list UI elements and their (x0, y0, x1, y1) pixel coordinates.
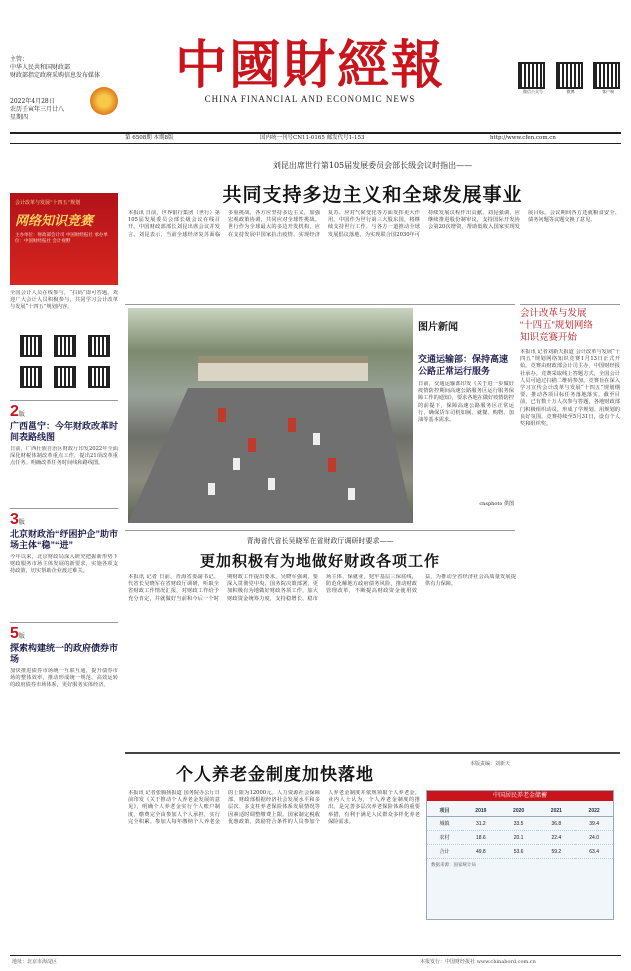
quiz-news-box[interactable] (520, 304, 620, 717)
qr-label: 微博 (566, 89, 575, 94)
sponsor-line: 财政部指定政府采购信息发布媒体 (10, 72, 101, 79)
qr-code-icon[interactable] (556, 62, 583, 89)
sponsor-line: 主管： (10, 56, 29, 63)
table-row (427, 845, 613, 859)
chart-title: 中国居民养老金储蓄 (427, 791, 613, 801)
photo-news-label: 图片新闻 (418, 322, 458, 333)
lead-kicker: 刘昆出席世行第105届发展委员会部长级会议时指出—— (272, 161, 473, 170)
divider (10, 955, 621, 956)
promo-text: 全国会计人员在线参与，“扫码”即可答题。欢迎广大会计人员积极参与，共同学习会计改革与发展“十四五”规划内容。 (10, 290, 118, 310)
quiz-title-line: 知识竞赛开始 (520, 332, 578, 343)
photo-news-block[interactable] (418, 318, 514, 507)
footer-right[interactable]: 本报发行：中国财经报社 www.chinabord.com.cn (420, 959, 536, 965)
second-body: 本报讯 记者 日前，青海省委副书记、代省长吴晓军在省财政厅调研，听取全省财政工作情况汇报，对财政工作给予充分肯定，并就做好当前和今后一个时期财政工作提出要求。吴晓军强调，要深入贯彻党中央、国务院决策部署，更加积极有为地做好财政各项工作，加大财政资金统筹力度，支持稳增长、稳市场主体、保就业，兜牢基层三保底线，防范化解地方政府债务风险，推动财政管理改革，不断提高财政资金使用效益，为推动全省经济社会高质量发展提供有力保障。 (128, 574, 516, 602)
table-cell: 合计 (427, 845, 462, 859)
section-title: 探索构建统一的政府债券市场 (10, 643, 119, 664)
section-page-unit: 版 (18, 519, 25, 526)
divider (125, 530, 515, 531)
section-page-unit: 版 (18, 633, 25, 640)
issue-info-bar (10, 132, 621, 144)
qr-code-icon[interactable] (88, 335, 110, 357)
publication-code: 国内统一刊号CN11-0165 邮发代号1-153 (260, 135, 365, 141)
section-body: 加快推进债券市场统一互联互通，提升债券市场的整体效率，推动形成统一规范、高效运转的政府债券市场体系，更好服务实体经济。 (10, 668, 118, 688)
table-cell: 31.2 (462, 817, 500, 831)
table-header-cell: 2019 (462, 805, 500, 817)
qr-code-icon[interactable] (593, 62, 620, 89)
section-teaser[interactable] (10, 622, 118, 728)
second-kicker: 青海省代省长吴晓军在省财政厅调研时要求—— (246, 537, 394, 545)
chart-table (427, 805, 613, 859)
banner-head: 会计改革与发展“十四五”规划 (15, 200, 81, 206)
section-page-unit: 版 (18, 411, 25, 418)
quiz-news-body: 本报讯 记者刘新天报道 会计改革与发展“十四五”规划网络知识竞赛1月13日正式开始。竞赛由财政部会计司主办，中国财经报社承办。竞赛采取线上答题方式，全国会计人员可通过扫描二维码参加。竞赛旨在深入学习宣传会计改革与发展“十四五”规划纲要，推动各项目标任务落地落实。截至目前，已有数十万人次参与答题，各地财政部门积极组织动员，形成了学规划、用规划的良好氛围。竞赛持续至5月31日，设有个人奖和组织奖。 (520, 349, 620, 428)
table-cell: 城镇 (427, 817, 462, 831)
qr-code-icon[interactable] (20, 366, 42, 388)
divider (10, 622, 118, 623)
table-cell: 53.6 (500, 845, 538, 859)
table-row (427, 817, 613, 831)
website-link[interactable]: http://www.cfen.com.cn (490, 135, 556, 141)
section-page-number: 5 (10, 625, 19, 642)
table-header-cell: 2022 (575, 805, 613, 817)
photo-news-title: 交通运输部：保持高速公路正常运行服务 (418, 354, 509, 376)
photo-news-body: 日前，交通运输部印发《关于进一步做好疫情防控期间高速公路服务区运行服务保障工作的通知》，要求各地在做好疫情防控的前提下，保障高速公路服务区正常运行，确保货车司机如厕、就餐、购物、加油等基本需求。 (418, 381, 514, 424)
quiz-title-line: 会计改革与发展 (520, 308, 587, 319)
qr-label: 客户端 (602, 89, 614, 94)
date-line: 2022年4月28日 (10, 98, 55, 105)
table-header-cell: 2020 (500, 805, 538, 817)
date-line: 星期四 (10, 114, 29, 121)
third-headline[interactable]: 个人养老金制度加快落地 (176, 765, 374, 785)
qr-code-icon[interactable] (54, 366, 76, 388)
section-page-number: 2 (10, 403, 19, 420)
table-cell: 39.4 (575, 817, 613, 831)
quiz-title-line: “十四五”规划网络 (520, 320, 593, 331)
section-title: 广西邕宁：今年财政改革时间表路线图 (10, 421, 119, 442)
promo-qr-row (20, 335, 110, 357)
divider (125, 304, 515, 305)
section-body: 日前，广西壮族自治区财政厅印发2022年全面深化财税体制改革重点工作，提出21项改革重点任务。明确改革任务时间线和路线图。 (10, 446, 118, 466)
date-line: 农历壬寅年三月廿八 (10, 106, 65, 113)
qr-code-icon[interactable] (54, 335, 76, 357)
lead-body: 本报讯 日前，世界银行集团（世行）第105届发展委员会部长级会议在线召开。中国财政部部长刘昆出席会议并发言。刘昆表示，当前全球经济复苏面临多重挑战，各方应坚持多边主义，加强宏观政策协调，共同应对全球性挑战。世行作为全球最大的多边开发机构，应在支持发展中国家抗击疫情、实现经济复苏、应对气候变化等方面发挥更大作用。中国作为世行第三大股东国，将继续支持世行工作，与各方一道推动全球发展倡议落地，为实现联合国2030年可持续发展议程作出贡献。刘昆强调，应继续推进股份制审议，支持国际开发协会第20次增资，帮助低收入国家实现发展目标。会议期间各方还就粮食安全、债务问题等议题交换了意见。 (128, 210, 620, 238)
section-teaser[interactable] (10, 508, 118, 614)
table-cell: 59.2 (537, 845, 575, 859)
table-header-row (427, 805, 613, 817)
banner-body: 主办单位：财政部会计司 中国财经报社 承办单位：中国财经报社 会计视野 (15, 233, 108, 244)
promo-qr-row (20, 366, 110, 388)
divider (10, 400, 118, 401)
qr-code-icon[interactable] (20, 335, 42, 357)
section-body: 今年以来，北京财政局深入研究把握新形势下财政服务市场主体发展的新要求，实施各项支持政策，切实帮助企业渡过难关。 (10, 554, 118, 574)
table-header-cell: 项目 (427, 805, 462, 817)
section-teaser[interactable] (10, 400, 118, 501)
qr-label: 微信公众号 (523, 89, 543, 94)
photo-illustration (128, 308, 413, 523)
qr-code-icon[interactable] (88, 366, 110, 388)
pension-chart (426, 790, 614, 920)
table-row (427, 831, 613, 845)
photo-credit: cnsphoto 供图 (479, 501, 514, 507)
qr-codes (518, 62, 623, 95)
divider (125, 752, 620, 754)
divider (520, 304, 620, 305)
table-cell: 36.8 (537, 817, 575, 831)
third-author: 本版责编：刘新天 (470, 761, 511, 767)
logo-title-cn: 中國財經報 (174, 35, 445, 96)
table-cell: 49.8 (462, 845, 500, 859)
table-header-cell: 2021 (537, 805, 575, 817)
table-cell: 22.4 (537, 831, 575, 845)
sponsor-line: 中华人民共和国财政部 (10, 64, 71, 71)
highway-toll-photo[interactable] (128, 308, 413, 523)
banner-title: 网络知识竞赛 (15, 214, 94, 229)
section-page-number: 3 (10, 511, 19, 528)
qr-code-icon[interactable] (518, 62, 545, 89)
table-cell: 18.6 (462, 831, 500, 845)
second-headline[interactable]: 更加积极有为地做好财政各项工作 (199, 552, 440, 570)
table-cell: 33.5 (500, 817, 538, 831)
footer-left: 地址：北京市海淀区 (12, 959, 58, 965)
table-cell: 农村 (427, 831, 462, 845)
issue-number: 第 6508期 本期8版 (125, 135, 174, 141)
table-cell: 63.4 (575, 845, 613, 859)
chart-footer: 数据来源：国家统计局 (431, 863, 476, 868)
table-cell: 24.0 (575, 831, 613, 845)
quiz-banner[interactable] (10, 193, 118, 285)
third-body: 本报讯 记者张腾扬报道 国务院办公厅日前印发《关于推动个人养老金发展的意见》，明确个人养老金实行个人账户制度，缴费完全由参加人个人承担，实行完全积累。参加人每年缴纳个人养老金的上限为12000元。人力资源社会保障部、财政部根据经济社会发展水平和多层次、多支柱养老保险体系发展情况等因素适时调整缴费上限。国家制定税收优惠政策，鼓励符合条件的人员参加个人养老金制度并依规领取个人养老金。业内人士认为，个人养老金制度的推出，是完善多层次养老保险体系的重要举措，有利于满足人民群众多样化养老保险需求。 (128, 790, 420, 825)
logo-title-en: CHINA FINANCIAL AND ECONOMIC NEWS (204, 94, 416, 104)
section-title: 北京财政治“纾困护企”助市场主体“稳”“进” (10, 529, 119, 550)
lead-headline[interactable]: 共同支持多边主义和全球发展事业 (222, 184, 523, 206)
anniversary-emblem-icon (90, 87, 118, 115)
table-cell: 20.1 (500, 831, 538, 845)
divider (10, 508, 118, 509)
newspaper-logo (160, 36, 460, 104)
